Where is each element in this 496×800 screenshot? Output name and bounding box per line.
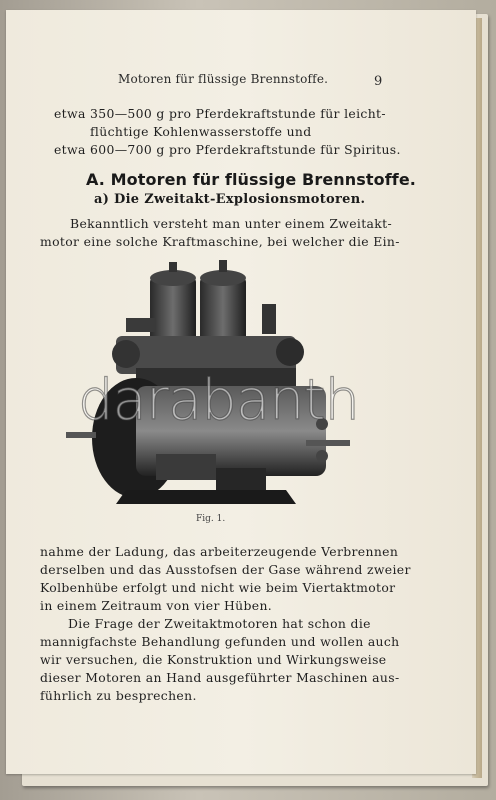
running-head: Motoren für flüssige Brennstoffe. xyxy=(118,72,329,86)
text-line: derselben und das Ausstofsen der Gase während zweier xyxy=(40,562,411,577)
text-line: dieser Motoren an Hand ausgeführter Maschinen aus- xyxy=(40,670,400,685)
watermark: darabanth xyxy=(78,368,360,433)
text-line: mannigfachste Behandlung gefunden und wollen auch xyxy=(40,634,400,649)
text-line: motor eine solche Kraftmaschine, bei welcher die Ein- xyxy=(40,234,400,249)
page-number: 9 xyxy=(374,74,383,89)
text-line: Kolbenhübe erfolgt und nicht wie beim Viertaktmotor xyxy=(40,580,396,595)
text-line: wir versuchen, die Konstruktion und Wirkungsweise xyxy=(40,652,387,667)
text-line: Die Frage der Zweitaktmotoren hat schon die xyxy=(68,616,371,631)
text-line: flüchtige Kohlenwasserstoffe und xyxy=(90,124,312,139)
text-line: führlich zu besprechen. xyxy=(40,688,197,703)
text-line: in einem Zeitraum von vier Hüben. xyxy=(40,598,273,613)
figure-caption: Fig. 1. xyxy=(196,514,226,524)
text-line: nahme der Ladung, das arbeiterzeugende Verbrennen xyxy=(40,544,399,559)
text-line: Bekanntlich versteht man unter einem Zweitakt- xyxy=(70,216,393,231)
text-line: etwa 600—700 g pro Pferdekraftstunde für Spiritus. xyxy=(54,142,401,157)
section-heading: A. Motoren für flüssige Brennstoffe. xyxy=(86,170,416,189)
subsection-heading: a) Die Zweitakt-Explosionsmotoren. xyxy=(94,192,366,207)
text-line: etwa 350—500 g pro Pferdekraftstunde für leicht- xyxy=(54,106,386,121)
